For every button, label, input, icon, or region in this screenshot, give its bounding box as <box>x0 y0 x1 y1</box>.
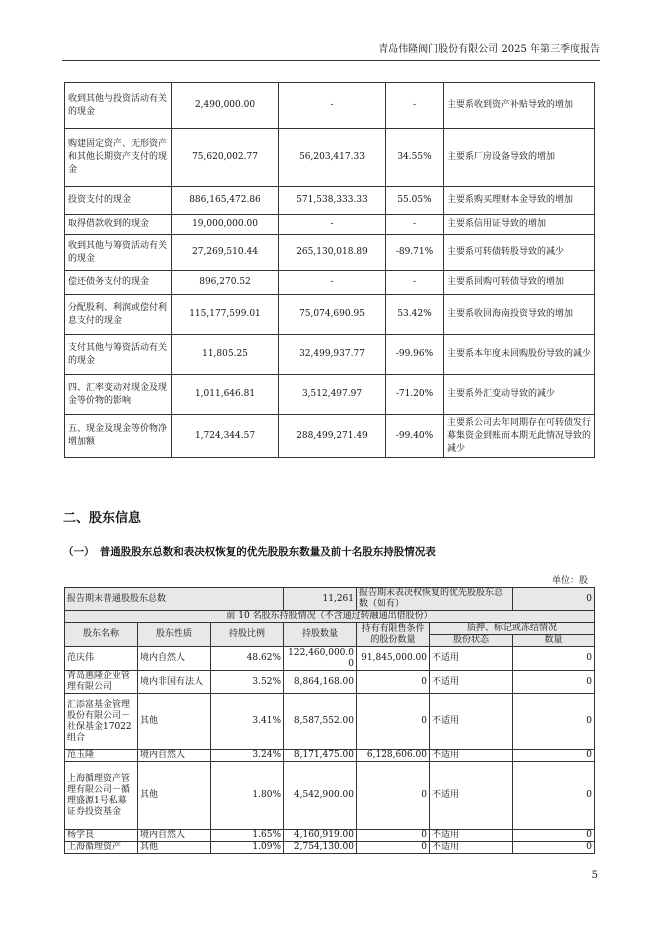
holder-name: 汇添富基金管理股份有限公司－社保基金17022组合 <box>65 694 138 750</box>
report-title: 青岛伟隆阀门股份有限公司 2025 年第三季度报告 <box>378 44 600 55</box>
holder-ratio: 1.09% <box>211 842 284 854</box>
total-holders-value: 11,261 <box>284 588 357 611</box>
holder-qty: 0 <box>513 671 595 694</box>
cashflow-item: 收到其他与投资活动有关的现金 <box>65 83 172 129</box>
holder-nature: 境内自然人 <box>138 647 211 671</box>
holder-status: 不适用 <box>430 671 513 694</box>
cashflow-prior: - <box>279 271 386 295</box>
cashflow-item: 投资支付的现金 <box>65 187 172 215</box>
top10-caption-row <box>65 611 595 623</box>
holder-ratio: 3.41% <box>211 694 284 750</box>
header-shares: 持股数量 <box>284 623 357 647</box>
holder-nature: 其他 <box>138 842 211 854</box>
holder-ratio: 1.80% <box>211 762 284 830</box>
header-nature: 股东性质 <box>138 623 211 647</box>
cashflow-reason: 主要系收到资产补贴导致的增加 <box>444 83 595 129</box>
cashflow-change: 34.55% <box>386 129 444 187</box>
holder-shares: 122,460,000.00 <box>284 647 357 671</box>
cashflow-item: 偿还债务支付的现金 <box>65 271 172 295</box>
holder-restricted: 0 <box>357 694 430 750</box>
header-name: 股东名称 <box>65 623 138 647</box>
header-restricted: 持有有限售条件的股份数量 <box>357 623 430 647</box>
holder-qty: 0 <box>513 750 595 762</box>
cashflow-change: -99.96% <box>386 335 444 375</box>
holder-nature: 其他 <box>138 762 211 830</box>
holder-shares: 8,171,475.00 <box>284 750 357 762</box>
cashflow-change: - <box>386 215 444 235</box>
header-ratio: 持股比例 <box>211 623 284 647</box>
top10-caption: 前 10 名股东持股情况（不含通过转融通出借股份） <box>65 611 595 623</box>
cashflow-row <box>65 129 595 187</box>
cashflow-reason: 主要系可转债转股导致的减少 <box>444 235 595 271</box>
cashflow-reason: 主要系收回海南投资导致的增加 <box>444 295 595 335</box>
holder-ratio: 1.65% <box>211 830 284 842</box>
holder-shares: 4,542,900.00 <box>284 762 357 830</box>
holder-name: 青岛惠隆企业管理有限公司 <box>65 671 138 694</box>
holder-restricted: 0 <box>357 762 430 830</box>
shareholder-row <box>65 750 595 762</box>
holder-name: 上海循理资产管理有限公司－循理盛源1号私募证券投资基金 <box>65 762 138 830</box>
cashflow-change: -99.40% <box>386 415 444 458</box>
holder-ratio: 48.62% <box>211 647 284 671</box>
cashflow-prior: 288,499,271.49 <box>279 415 386 458</box>
cashflow-prior: 571,538,333.33 <box>279 187 386 215</box>
header-qty: 数量 <box>513 635 595 647</box>
shareholder-row <box>65 762 595 830</box>
holder-status: 不适用 <box>430 830 513 842</box>
holder-nature: 境内自然人 <box>138 750 211 762</box>
holder-name: 杨学良 <box>65 830 138 842</box>
shareholder-row <box>65 671 595 694</box>
cashflow-current: 2,490,000.00 <box>172 83 279 129</box>
holder-qty: 0 <box>513 647 595 671</box>
cashflow-item: 收到其他与筹资活动有关的现金 <box>65 235 172 271</box>
holder-name: 范玉隆 <box>65 750 138 762</box>
shareholders-table <box>64 587 595 854</box>
cashflow-reason: 主要系外汇变动导致的减少 <box>444 375 595 415</box>
page-header <box>62 40 600 61</box>
cashflow-change: - <box>386 83 444 129</box>
cashflow-reason: 主要系厂房设备导致的增加 <box>444 129 595 187</box>
subsection-title: （一） 普通股股东总数和表决权恢复的优先股股东数量及前十名股东持股情况表 <box>63 546 436 558</box>
cashflow-item: 五、现金及现金等价物净增加额 <box>65 415 172 458</box>
holder-shares: 8,587,552.00 <box>284 694 357 750</box>
holder-restricted: 6,128,606.00 <box>357 750 430 762</box>
holder-status: 不适用 <box>430 762 513 830</box>
holder-restricted: 0 <box>357 842 430 854</box>
shareholder-row <box>65 830 595 842</box>
cashflow-item: 取得借款收到的现金 <box>65 215 172 235</box>
cashflow-row <box>65 295 595 335</box>
cashflow-change: - <box>386 271 444 295</box>
cashflow-row <box>65 271 595 295</box>
holder-qty: 0 <box>513 694 595 750</box>
holder-status: 不适用 <box>430 647 513 671</box>
page-number: 5 <box>591 870 598 881</box>
cashflow-row <box>65 415 595 458</box>
cashflow-current: 1,724,344.57 <box>172 415 279 458</box>
total-holders-row <box>65 588 595 611</box>
section-title: 二、股东信息 <box>63 511 142 526</box>
pref-holders-label: 报告期末表决权恢复的优先股股东总数（如有） <box>357 588 513 611</box>
holder-shares: 8,864,168.00 <box>284 671 357 694</box>
cashflow-prior: 3,512,497.97 <box>279 375 386 415</box>
holder-name: 上海循理资产 <box>65 842 138 854</box>
cashflow-prior: - <box>279 83 386 129</box>
cashflow-prior: - <box>279 215 386 235</box>
holder-status: 不适用 <box>430 750 513 762</box>
holder-restricted: 0 <box>357 830 430 842</box>
header-row <box>65 623 595 635</box>
shareholder-row <box>65 842 595 854</box>
cashflow-item: 购建固定资产、无形资产和其他长期资产支付的现金 <box>65 129 172 187</box>
cashflow-row <box>65 335 595 375</box>
cashflow-change: -89.71% <box>386 235 444 271</box>
holder-qty: 0 <box>513 762 595 830</box>
cashflow-current: 75,620,002.77 <box>172 129 279 187</box>
cashflow-item: 分配股利、利润或偿付利息支付的现金 <box>65 295 172 335</box>
holder-qty: 0 <box>513 830 595 842</box>
holder-nature: 境内自然人 <box>138 830 211 842</box>
cashflow-current: 886,165,472.86 <box>172 187 279 215</box>
cashflow-reason: 主要系本年度未回购股份导致的减少 <box>444 335 595 375</box>
cashflow-row <box>65 215 595 235</box>
cashflow-prior: 32,499,937.77 <box>279 335 386 375</box>
total-holders-label: 报告期末普通股股东总数 <box>65 588 284 611</box>
holder-name: 范庆伟 <box>65 647 138 671</box>
holder-restricted: 0 <box>357 671 430 694</box>
header-pledge-group: 质押、标记或冻结情况 <box>430 623 595 635</box>
cashflow-row <box>65 187 595 215</box>
holder-nature: 其他 <box>138 694 211 750</box>
cashflow-reason: 主要系信用证导致的增加 <box>444 215 595 235</box>
shareholder-row <box>65 694 595 750</box>
cashflow-change: -71.20% <box>386 375 444 415</box>
cashflow-prior: 75,074,690.95 <box>279 295 386 335</box>
shareholder-row <box>65 647 595 671</box>
holder-qty: 0 <box>513 842 595 854</box>
cashflow-current: 11,805.25 <box>172 335 279 375</box>
cashflow-current: 19,000,000.00 <box>172 215 279 235</box>
pref-holders-value: 0 <box>513 588 595 611</box>
holder-restricted: 91,845,000.00 <box>357 647 430 671</box>
cashflow-current: 896,270.52 <box>172 271 279 295</box>
cashflow-row <box>65 83 595 129</box>
cashflow-current: 115,177,599.01 <box>172 295 279 335</box>
holder-status: 不适用 <box>430 694 513 750</box>
cashflow-prior: 56,203,417.33 <box>279 129 386 187</box>
cashflow-reason: 主要系购买理财本金导致的增加 <box>444 187 595 215</box>
unit-label: 单位：股 <box>551 576 588 586</box>
cashflow-change: 55.05% <box>386 187 444 215</box>
cashflow-current: 1,011,646.81 <box>172 375 279 415</box>
cashflow-change: 53.42% <box>386 295 444 335</box>
cashflow-current: 27,269,510.44 <box>172 235 279 271</box>
cashflow-table <box>64 82 595 458</box>
holder-status: 不适用 <box>430 842 513 854</box>
cashflow-item: 支付其他与筹资活动有关的现金 <box>65 335 172 375</box>
holder-ratio: 3.52% <box>211 671 284 694</box>
cashflow-row <box>65 235 595 271</box>
cashflow-reason: 主要系公司去年同期存在可转债发行募集资金到账而本期无此情况导致的减少 <box>444 415 595 458</box>
holder-ratio: 3.24% <box>211 750 284 762</box>
holder-shares: 2,754,130.00 <box>284 842 357 854</box>
header-status: 股份状态 <box>430 635 513 647</box>
cashflow-prior: 265,130,018.89 <box>279 235 386 271</box>
holder-nature: 境内非国有法人 <box>138 671 211 694</box>
holder-shares: 4,160,919.00 <box>284 830 357 842</box>
cashflow-row <box>65 375 595 415</box>
cashflow-reason: 主要系回购可转债导致的增加 <box>444 271 595 295</box>
cashflow-item: 四、汇率变动对现金及现金等价物的影响 <box>65 375 172 415</box>
